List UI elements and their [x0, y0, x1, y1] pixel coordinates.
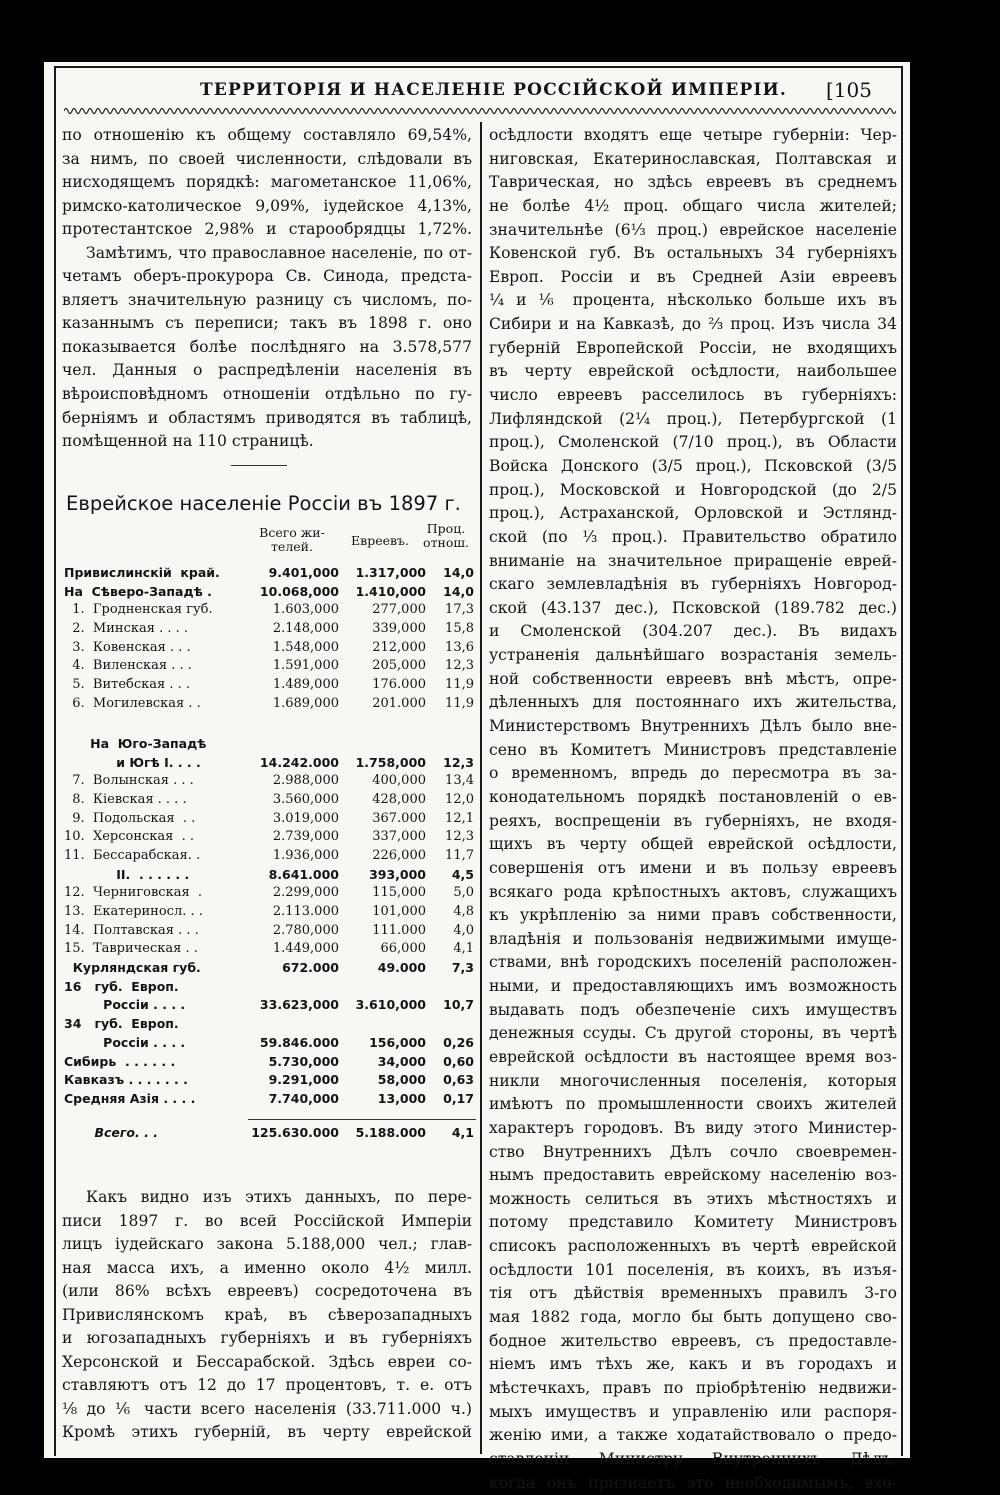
table-cell-jews: 428,000 — [372, 791, 426, 807]
text-line: число евреевъ расселилось въ губерніяхъ: — [489, 386, 897, 405]
text-line: Ковенской губ. Въ остальныхъ 34 губерніяхъ — [489, 244, 897, 263]
table-row — [64, 564, 476, 583]
text-line: ской (43.137 дес.), Псковской (189.782 дес.) — [489, 598, 897, 617]
table-row — [64, 903, 476, 922]
text-line: Замѣтимъ, что православное населеніе, по от- — [86, 243, 472, 262]
table-row — [64, 810, 476, 829]
table-cell-label: II. . . . . . . — [64, 866, 190, 882]
text-line: вниманіе на значительное приращеніе еврей- — [489, 551, 897, 570]
table-cell-total: 8.641.000 — [268, 866, 339, 882]
table-row — [64, 695, 476, 714]
table-cell-label: На Сѣверо-Западѣ . — [64, 583, 212, 599]
table-cell-total: 2.113.000 — [272, 904, 339, 919]
table-cell-pct: 13,6 — [445, 639, 474, 655]
table-cell-label: Привислинскій край. — [64, 565, 220, 580]
text-line: (или 86% всѣхъ евреевъ) сосредоточена въ — [62, 1282, 472, 1301]
table-row — [64, 639, 476, 658]
table-cell-total: 59.846.000 — [259, 1034, 339, 1050]
table-cell-total: 1.548,000 — [272, 639, 339, 655]
text-line: Сибири и на Кавказѣ, до ⅔ проц. Изъ числа 34 — [489, 315, 897, 334]
table-cell-label: 15. Таврическая . . — [64, 941, 198, 957]
table-row — [64, 922, 476, 941]
text-line: Европ. Россіи и въ Средней Азіи евреевъ — [489, 267, 897, 286]
table-cell-total: 2.988,000 — [272, 773, 339, 789]
text-line: ніемъ имъ тѣхъ же, какъ и въ городахъ и — [489, 1355, 897, 1374]
text-line: осѣдлости входятъ еще четыре губерніи: Чер- — [489, 126, 897, 144]
table-cell-pct: 11,7 — [445, 847, 474, 863]
table-cell-label: 3. Ковенская . . . — [64, 639, 191, 655]
left-column-top-text — [62, 124, 472, 454]
table-cell-total: 2.148,000 — [272, 621, 339, 637]
table-cell-total: 2.299,000 — [272, 885, 339, 901]
table-cell-pct: 12,3 — [443, 754, 474, 770]
table-cell-total: 7.740,000 — [268, 1090, 339, 1106]
table-cell-pct: 0,17 — [443, 1090, 474, 1106]
table-cell-label: 4. Виленская . . . — [64, 658, 192, 674]
table-row — [64, 828, 476, 847]
table-cell-total: 3.019,000 — [272, 810, 339, 826]
table-cell-total: 2.739,000 — [272, 829, 339, 845]
table-cell-label: Россіи . . . . — [64, 997, 186, 1013]
table-cell-jews: 1.410,000 — [355, 583, 426, 599]
table-cell-total: 10.068,000 — [259, 583, 339, 599]
text-line: когда онъ признаетъ это необходимымъ, вхо- — [489, 1473, 897, 1492]
text-line: списокъ расположенныхъ въ чертѣ еврейской — [489, 1237, 897, 1256]
table-cell-pct: 4,8 — [453, 904, 474, 919]
text-line: сено въ Комитетъ Министровъ представленіе — [489, 740, 897, 759]
text-line: и Смоленской (304.207 дес.). Въ видахъ — [489, 622, 897, 641]
column-divider — [480, 122, 482, 1454]
table-cell-label: 2. Минская . . . . — [64, 621, 188, 637]
table-cell-jews: 115,000 — [372, 885, 426, 901]
table-cell-total: 2.780,000 — [272, 922, 339, 938]
table-row — [64, 959, 476, 978]
text-line: Кромѣ этихъ губерній, въ черту еврейской — [62, 1423, 472, 1442]
text-line: мыхъ имуществъ и управленію или распоря- — [489, 1402, 897, 1421]
table-cell-label: 34 губ. Европ. — [64, 1016, 179, 1032]
table-cell-jews: 66,000 — [380, 941, 426, 957]
table-cell-pct: 17,3 — [445, 602, 474, 618]
table-cell-jews: 176.000 — [372, 677, 426, 693]
table-row — [64, 866, 476, 885]
table-cell-pct: 4,0 — [453, 922, 474, 938]
table-cell-pct: 12,3 — [445, 829, 474, 845]
table-cell-jews: 1.317,000 — [355, 565, 426, 580]
text-line: за нимъ, по своей численности, слѣдовали въ — [62, 149, 472, 168]
table-cell-label: 12. Черниговская . — [64, 885, 203, 901]
text-line: губерній Европейской Россіи, не входящихъ — [489, 338, 897, 357]
table-cell-pct: 11,9 — [445, 695, 474, 711]
table-row — [64, 676, 476, 695]
table-cell-pct: 4,1 — [453, 941, 474, 957]
text-line: ство Внутреннихъ Дѣлъ сочло своевремен- — [489, 1142, 897, 1161]
text-line: ¼ и ⅙ процента, нѣсколько больше ихъ въ — [489, 291, 897, 310]
table-total-row — [64, 1124, 476, 1143]
population-table — [64, 564, 476, 1142]
table-total-label: Всего. . . — [64, 1124, 158, 1140]
table-cell-jews: 49.000 — [377, 960, 426, 976]
table-cell-total: 1.449,000 — [272, 941, 339, 957]
text-line: Привислянскомъ краѣ, въ сѣверозападныхъ — [62, 1305, 472, 1324]
text-line: проц.), Смоленской (7/10 проц.), въ Области — [489, 433, 897, 452]
table-total-pct: 4,1 — [451, 1124, 474, 1140]
table-header-jews: Евреевъ. — [351, 533, 409, 548]
frame-top-rule — [54, 66, 903, 68]
table-cell-label: 11. Бессарабская. . — [64, 847, 201, 863]
table-spacer — [64, 1109, 476, 1119]
text-line: нисходящемъ порядкѣ: магометанское 11,06%, — [62, 173, 472, 192]
table-cell-label: 1. Гродненская губ. — [64, 602, 213, 618]
table-cell-total: 9.291,000 — [268, 1072, 339, 1088]
table-cell-pct: 14,0 — [443, 565, 474, 580]
frame-left-rule — [54, 66, 56, 1456]
text-line: о временномъ, впредь до пересмотра въ за- — [489, 764, 897, 783]
table-cell-total: 1.936,000 — [272, 847, 339, 863]
text-line: вляетъ значительную разницу съ числомъ, по- — [62, 290, 472, 309]
table-cell-label: Сибирь . . . . . . — [64, 1053, 176, 1069]
page-number: [105 — [826, 78, 872, 102]
text-line: берніямъ и областямъ приводятся въ таблицѣ, — [62, 408, 472, 427]
table-cell-pct: 14,0 — [443, 583, 474, 599]
table-cell-label: 5. Витебская . . . — [64, 677, 191, 693]
table-cell-pct: 15,8 — [445, 621, 474, 637]
text-line: ниговская, Екатеринославская, Полтавская и — [489, 149, 897, 168]
wavy-rule — [64, 104, 896, 118]
text-line: устраненія дальнѣйшаго возрастанія земель- — [489, 646, 897, 665]
text-line: ной собственности евреевъ внѣ мѣстъ, опре- — [489, 669, 897, 688]
right-column-text — [489, 124, 897, 1495]
text-line: ставляютъ отъ 12 до 17 процентовъ, т. е. отъ — [62, 1376, 472, 1395]
text-line: осѣдлости 101 поселенія, въ коихъ, въ изъя- — [489, 1260, 897, 1279]
text-line: ской (по ⅓ проц.). Правительство обратило — [489, 527, 897, 546]
table-row — [64, 996, 476, 1015]
table-total-total: 125.630.000 — [251, 1124, 339, 1140]
table-row — [64, 714, 476, 754]
table-cell-jews: 277,000 — [372, 602, 426, 618]
text-line: владѣнія и пользованія недвижимыми имуще- — [489, 929, 897, 948]
text-line: Войска Донского (3/5 проц.), Псковской (3/5 — [489, 456, 897, 475]
text-line: ⅛ до ⅙ части всего населенія (33.711.000 ч.) — [62, 1399, 472, 1418]
table-cell-label: 13. Екатериносл. . . — [64, 904, 203, 919]
text-line: щихъ въ черту общей еврейской осѣдлости, — [489, 835, 897, 854]
table-cell-total: 1.689,000 — [272, 695, 339, 711]
text-line: по отношенію къ общему составляло 69,54%, — [62, 126, 472, 144]
text-line: писи 1897 г. во всей Россійской Имперіи — [62, 1211, 472, 1230]
table-row — [64, 791, 476, 810]
text-line: Херсонской и Бессарабской. Здѣсь евреи со- — [62, 1352, 472, 1371]
text-line: мая 1882 года, могло бы быть допущено сво- — [489, 1308, 897, 1327]
table-cell-pct: 12,1 — [445, 810, 474, 826]
table-row — [64, 601, 476, 620]
table-cell-label: Курляндская губ. — [64, 960, 201, 976]
text-line: скаго землевладѣнія въ губерніяхъ Новгород- — [489, 575, 897, 594]
table-row — [64, 978, 476, 997]
text-line: конодательномъ порядкѣ постановленій о ев- — [489, 787, 897, 806]
text-line: совершенія отъ имени и въ пользу евреевъ — [489, 858, 897, 877]
table-cell-jews: 13,000 — [377, 1090, 426, 1106]
table-cell-jews: 156,000 — [369, 1034, 426, 1050]
text-line: Таврическая, но здѣсь евреевъ въ среднемъ — [489, 173, 897, 192]
text-line: Лифляндской (2¼ проц.), Петербургской (1 — [489, 409, 897, 428]
text-line: проц.), Московской и Новгородской (до 2/5 — [489, 480, 897, 499]
table-cell-pct: 7,3 — [451, 960, 474, 976]
table-row — [64, 657, 476, 676]
text-line: выдавать подъ обезпеченіе сихъ имуществъ — [489, 1000, 897, 1019]
table-cell-label: Кавказъ . . . . . . . — [64, 1072, 188, 1088]
table-cell-pct: 10,7 — [443, 997, 474, 1013]
text-line: еврейской осѣдлости въ настоящее время воз- — [489, 1047, 897, 1066]
text-line: ставленіи Министру Внутреннихъ Дѣлъ, — [489, 1449, 897, 1468]
text-line: тія отъ дѣйствія временныхъ правилъ 3-го — [489, 1284, 897, 1303]
text-line: лицъ іудейскаго закона 5.188,000 чел.; глав- — [62, 1235, 472, 1254]
text-line: и югозападныхъ губерніяхъ и въ губерніяхъ — [62, 1329, 472, 1348]
table-cell-total: 9.401,000 — [268, 565, 339, 580]
table-cell-jews: 337,000 — [372, 829, 426, 845]
table-row — [64, 1053, 476, 1072]
text-line: къ укрѣпленію за ними правъ собственности, — [489, 906, 897, 925]
table-cell-total: 5.730,000 — [268, 1053, 339, 1069]
left-column-bottom-text — [62, 1186, 472, 1445]
text-line: мѣстечкахъ, правъ по пріобрѣтенію недвижи- — [489, 1378, 897, 1397]
table-cell-total: 33.623,000 — [259, 997, 339, 1013]
table-header-total: Всего жи- телей. — [259, 525, 325, 554]
table-cell-jews: 3.610,000 — [355, 997, 426, 1013]
text-line: протестантское 2,98% и старообрядцы 1,72%. — [62, 220, 472, 239]
table-row — [64, 754, 476, 773]
text-line: проц.), Астраханской, Орловской и Эстлянд- — [489, 504, 897, 523]
table-total-jews: 5.188.000 — [355, 1124, 426, 1140]
text-line: римско-католическое 9,09%, іудейское 4,13%, — [62, 196, 472, 215]
table-cell-total: 1.603,000 — [272, 602, 339, 618]
table-cell-jews: 1.758,000 — [355, 754, 426, 770]
table-cell-jews: 58,000 — [377, 1072, 426, 1088]
table-cell-jews: 201.000 — [372, 695, 426, 711]
table-cell-total: 14.242.000 — [259, 754, 339, 770]
table-cell-jews: 367.000 — [372, 810, 426, 826]
table-cell-jews: 212,000 — [372, 639, 426, 655]
table-cell-pct: 13,4 — [445, 773, 474, 789]
table-cell-jews: 101,000 — [372, 904, 426, 919]
table-cell-pct: 12,0 — [445, 791, 474, 807]
table-cell-label: На Юго-Западѣ — [64, 735, 207, 751]
table-cell-label: 14. Полтавская . . . — [64, 922, 199, 938]
text-line: чел. Данныя о распредѣленіи населенія въ — [62, 361, 472, 380]
table-row — [64, 1015, 476, 1034]
text-line: нымъ предоставить еврейскому населенію воз- — [489, 1166, 897, 1185]
text-line: бодное жительство евреевъ, съ предоставле- — [489, 1331, 897, 1350]
table-cell-pct: 11,9 — [445, 677, 474, 693]
table-cell-jews: 226,000 — [372, 847, 426, 863]
text-line: помѣщенной на 110 страницѣ. — [62, 432, 314, 451]
table-cell-label: Средняя Азія . . . . — [64, 1090, 196, 1106]
table-cell-label: 6. Могилевская . . — [64, 695, 201, 711]
table-cell-jews: 34,000 — [377, 1053, 426, 1069]
table-cell-pct: 0,60 — [443, 1053, 474, 1069]
table-cell-pct: 0,26 — [443, 1034, 474, 1050]
table-row — [64, 1034, 476, 1053]
text-line: не болѣе 4½ проц. общаго числа жителей; — [489, 196, 897, 215]
text-line: вѣроисповѣдномъ отношеніи отдѣльно по гу- — [62, 385, 472, 404]
text-line: ными, и предоставляющихъ имъ возможность — [489, 977, 897, 996]
text-line: четамъ оберъ-прокурора Св. Синода, предста- — [62, 267, 472, 286]
table-row — [64, 940, 476, 959]
table-cell-total: 3.560,000 — [272, 791, 339, 807]
frame-right-rule — [901, 66, 903, 1456]
table-cell-label: 16 губ. Европ. — [64, 978, 179, 994]
table-cell-total: 1.591,000 — [272, 658, 339, 674]
text-line: имѣютъ по промышленности своихъ жителей — [489, 1095, 897, 1114]
table-cell-label: 9. Подольская . . — [64, 810, 196, 826]
table-cell-label: 10. Херсонская . . — [64, 829, 194, 845]
total-rule — [248, 1119, 476, 1120]
table-row — [64, 620, 476, 639]
table-cell-pct: 5,0 — [453, 885, 474, 901]
text-line: женію ими, а также ходатайствовало о предо- — [489, 1426, 897, 1445]
table-cell-total: 1.489,000 — [272, 677, 339, 693]
text-line: показывается болѣе послѣдняго на 3.578,577 — [62, 337, 472, 356]
text-line: потому представило Комитету Министровъ — [489, 1213, 897, 1232]
running-title: ТЕРРИТОРІЯ И НАСЕЛЕНІЕ РОССІЙСКОЙ ИМПЕРІИ. — [200, 80, 788, 100]
table-row — [64, 1090, 476, 1109]
text-line: можность селиться въ этихъ мѣстностяхъ и — [489, 1189, 897, 1208]
table-row — [64, 884, 476, 903]
table-row — [64, 1071, 476, 1090]
table-title: Еврейское населеніе Россіи въ 1897 г. — [66, 492, 461, 515]
text-line: характеръ городовъ. Въ виду этого Министер- — [489, 1118, 897, 1137]
text-line: казаннымъ съ переписи; такъ въ 1898 г. оно — [62, 314, 472, 333]
table-cell-label: 7. Волынская . . . — [64, 773, 194, 789]
text-line: значительнѣе (6⅓ проц.) еврейское населеніе — [489, 220, 897, 239]
table-cell-jews: 111.000 — [372, 922, 426, 938]
text-line: Министерствомъ Внутреннихъ Дѣлъ было внe- — [489, 717, 897, 736]
table-cell-jews: 393,000 — [369, 866, 426, 882]
table-row — [64, 847, 476, 866]
table-header-pct: Проц. отнош. — [423, 521, 469, 550]
table-row — [64, 583, 476, 602]
table-cell-total: 672.000 — [282, 960, 339, 976]
table-cell-pct: 0,63 — [443, 1072, 474, 1088]
table-cell-label: Россіи . . . . — [64, 1034, 186, 1050]
text-line: реяхъ, воспрещеніи въ губерніяхъ, не входя- — [489, 811, 897, 830]
text-line: никли многочисленныя поселенія, которыя — [489, 1071, 897, 1090]
text-line: всякаго рода крѣпостныхъ актовъ, служащихъ — [489, 882, 897, 901]
text-line: денежныя ссуды. Съ другой стороны, въ чертѣ — [489, 1024, 897, 1043]
table-cell-jews: 339,000 — [372, 621, 426, 637]
table-cell-jews: 400,000 — [372, 773, 426, 789]
table-cell-pct: 12,3 — [445, 658, 474, 674]
text-line: ная масса ихъ, а именно около 4½ милл. — [62, 1258, 472, 1277]
table-cell-label: и Югѣ I. . . . — [64, 754, 201, 770]
text-line: дѣленныхъ для постояннаго ихъ жительства, — [489, 693, 897, 712]
table-cell-jews: 205,000 — [372, 658, 426, 674]
table-cell-pct: 4,5 — [451, 866, 474, 882]
table-cell-label: 8. Кіевская . . . . — [64, 791, 187, 807]
section-separator — [231, 465, 287, 466]
text-line: въ черту еврейской осѣдлости, наибольшее — [489, 362, 897, 381]
text-line: ствами, внѣ городскихъ поселеній расположен- — [489, 953, 897, 972]
table-row — [64, 772, 476, 791]
text-line: Какъ видно изъ этихъ данныхъ, по пере- — [86, 1188, 472, 1206]
